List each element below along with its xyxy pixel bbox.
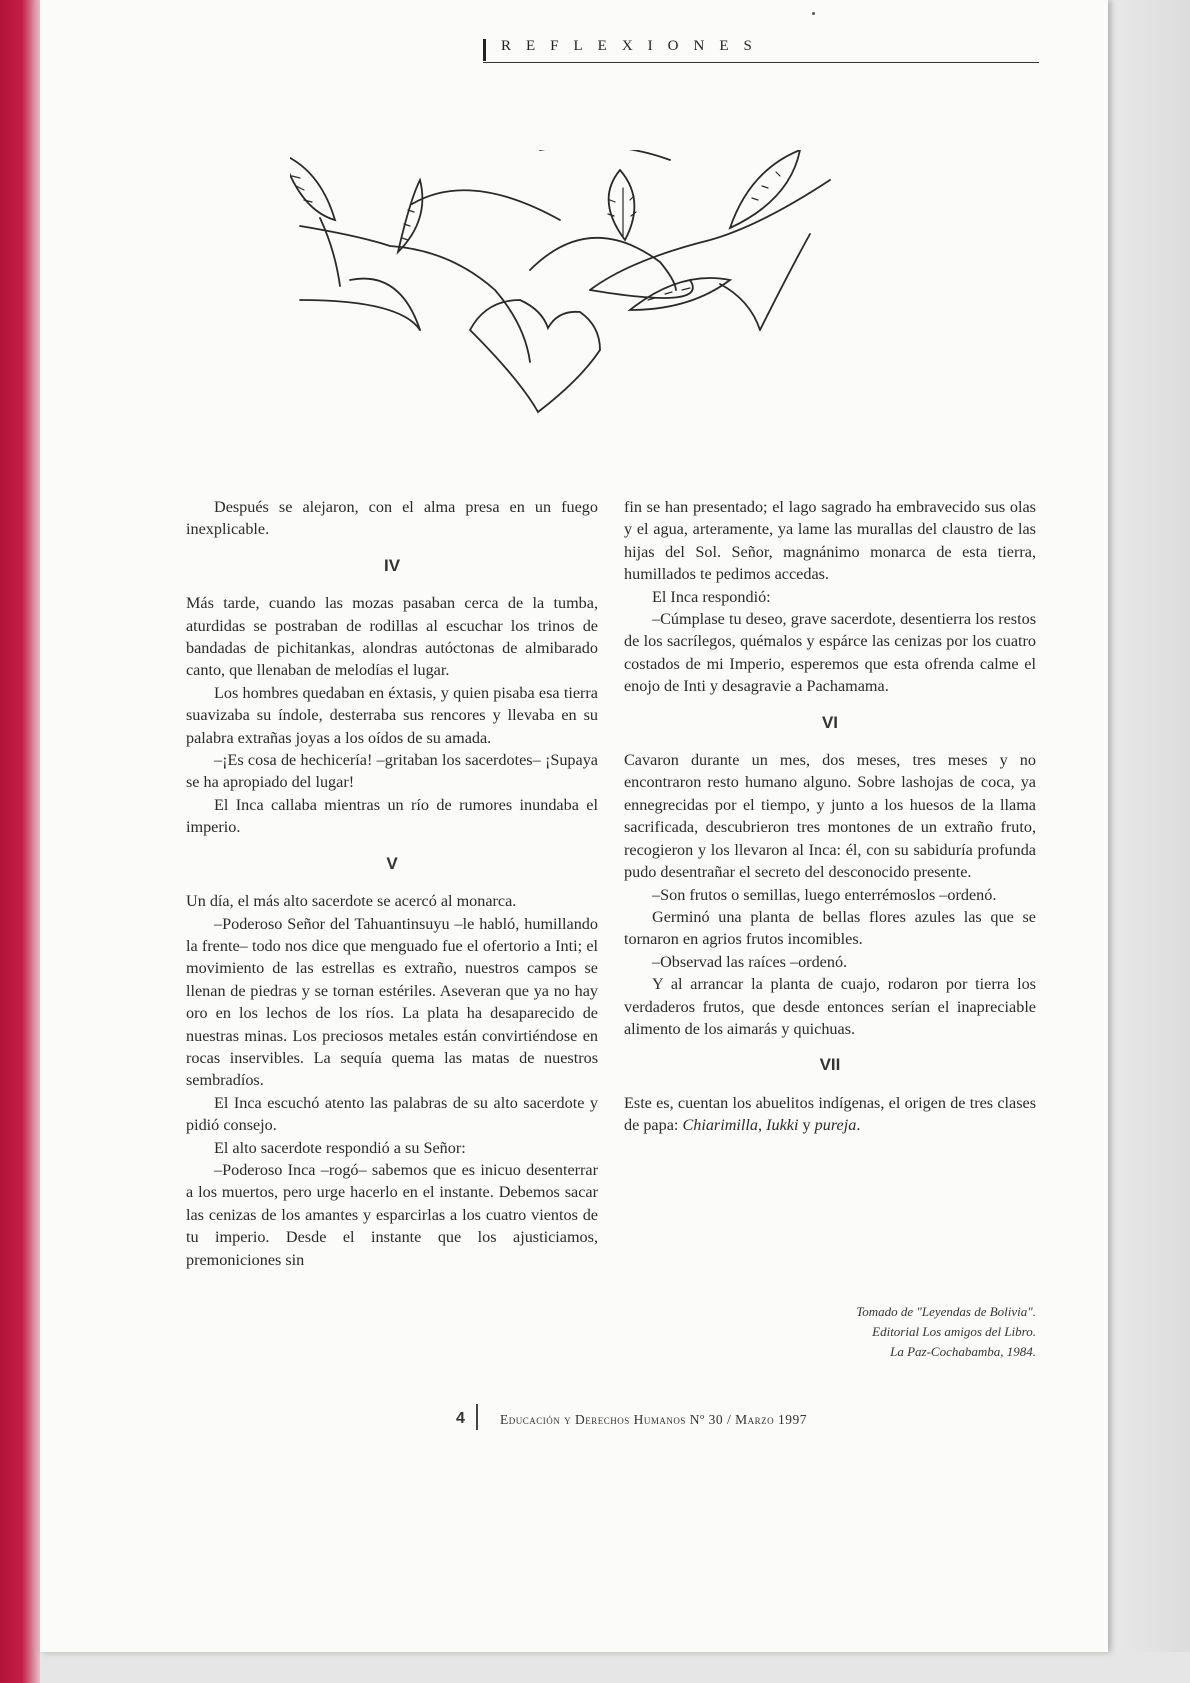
section-heading: VII	[819, 1055, 841, 1075]
paragraph: Cavaron durante un mes, dos meses, tres meses y no encontraron resto humano alguno. Sobre lashojas de coca, ya ennegrecidas por el tiempo, y junto a los huesos de la llama sacrificada, descubrieron tres montones de un extraño fruto, recogieron y los llevaron al Inca: él, con su sabiduría profunda pudo desentrañar el secreto del desconocido presente.	[624, 751, 1036, 882]
left-column	[186, 496, 598, 1271]
paragraph: El Inca respondió:	[652, 587, 771, 606]
paragraph: –Son frutos o semillas, luego enterrémoslos –ordenó.	[652, 885, 997, 904]
source-citation	[760, 1302, 1036, 1362]
paragraph: Los hombres quedaban en éxtasis, y quien pisaba esa tierra suavizaba su índole, desterraba sus rencores y llevaba en su palabra extrañas joyas a los oídos de su amada.	[186, 683, 598, 747]
scanner-background-right	[1108, 0, 1190, 1683]
paragraph: El Inca escuchó atento las palabras de su alto sacerdote y pidió consejo.	[186, 1093, 598, 1135]
source-line-2: Editorial Los amigos del Libro.	[872, 1324, 1036, 1339]
paragraph: El Inca callaba mientras un río de rumores inundaba el imperio.	[186, 795, 598, 837]
footer-separator	[476, 1404, 478, 1430]
leaves-and-heart-drawing-icon	[290, 150, 910, 450]
scanner-background-bottom	[40, 1652, 1190, 1683]
paragraph: Un día, el más alto sacerdote se acercó al monarca.	[186, 892, 517, 911]
paragraph: El alto sacerdote respondió a su Señor:	[214, 1138, 466, 1157]
paragraph: –Observad las raíces –ordenó.	[652, 952, 848, 971]
paragraph: Este es, cuentan los abuelitos indígenas, el origen de tres clases de papa: Chiarimilla, Iukki y pureja.	[624, 1093, 1036, 1135]
header-bar	[483, 39, 486, 61]
paragraph: –Poderoso Inca –rogó– sabemos que es inicuo desenterrar a los muertos, pero urge hacerlo en el instante. Debemos sacar las cenizas de los amantes y esparcirlas a los cuatro vientos de tu imperio. Desde el instante que los ajusticiamos, premoniciones sin	[186, 1160, 598, 1269]
paragraph: Más tarde, cuando las mozas pasaban cerca de la tumba, aturdidas se postraban de rodillas al escuchar los trinos de bandadas de pichitankas, alondras autóctonas de almibarado canto, que llenaban de melodías el lugar.	[186, 594, 598, 680]
header-section-label: REFLEXIONES	[501, 38, 767, 54]
paragraph: fin se han presentado; el lago sagrado ha embravecido sus olas y el agua, arteramente, ya lame las murallas del claustro de las hijas del Sol. Señor, magnánimo monarca de esta tierra, humillados te pedimos accedas.	[624, 498, 1036, 584]
page-number: 4	[456, 1410, 466, 1427]
paragraph: Y al arrancar la planta de cuajo, rodaron por tierra los verdaderos frutos, que desde entonces serían el inapreciable alimento de los aimarás y quichuas.	[624, 975, 1036, 1038]
page-footer	[456, 1408, 926, 1434]
section-heading: VI	[821, 712, 839, 732]
scan-speck	[812, 12, 815, 15]
publication-title: Educación y Derechos Humanos Nº 30 / Marzo 1997	[500, 1412, 807, 1427]
source-line-3: La Paz-Cochabamba, 1984.	[890, 1344, 1036, 1359]
paragraph: –Cúmplase tu deseo, grave sacerdote, desentierra los restos de los sacrílegos, quémalos y espárce las cenizas por los cuatro costados de mi Imperio, esperemos que esta ofrenda calme el enojo de Inti y desagravie a Pachamama.	[624, 610, 1036, 696]
paragraph: Germinó una planta de bellas flores azules las que se tornaron en agrios frutos incomibles.	[624, 907, 1036, 949]
paragraph: –¡Es cosa de hechicería! –gritaban los sacerdotes– ¡Supaya se ha apropiado del lugar!	[186, 751, 598, 792]
source-line-1: Tomado de "Leyendas de Bolivia".	[856, 1304, 1036, 1319]
section-heading: V	[386, 853, 398, 873]
paragraph: Después se alejaron, con el alma presa en un fuego inexplicable.	[186, 498, 598, 539]
paragraph: –Poderoso Señor del Tahuantinsuyu –le habló, humillando la frente– todo nos dice que menguado fue el ofertorio a Inti; el movimiento de las estrellas es extraño, nuestros campos se llenan de piedras y se tornan estériles. Aseveran que ya no hay oro en los lechos de los ríos. La plata ha desaparecido de nuestras minas. Los preciosos metales están convirtiéndose en rocas inservibles. La sequía quema las matas de nuestros sembradíos.	[186, 914, 598, 1090]
section-heading: IV	[383, 555, 401, 575]
adjacent-page-edge	[0, 0, 40, 1683]
right-column	[624, 496, 1036, 1137]
running-header	[483, 36, 1039, 63]
